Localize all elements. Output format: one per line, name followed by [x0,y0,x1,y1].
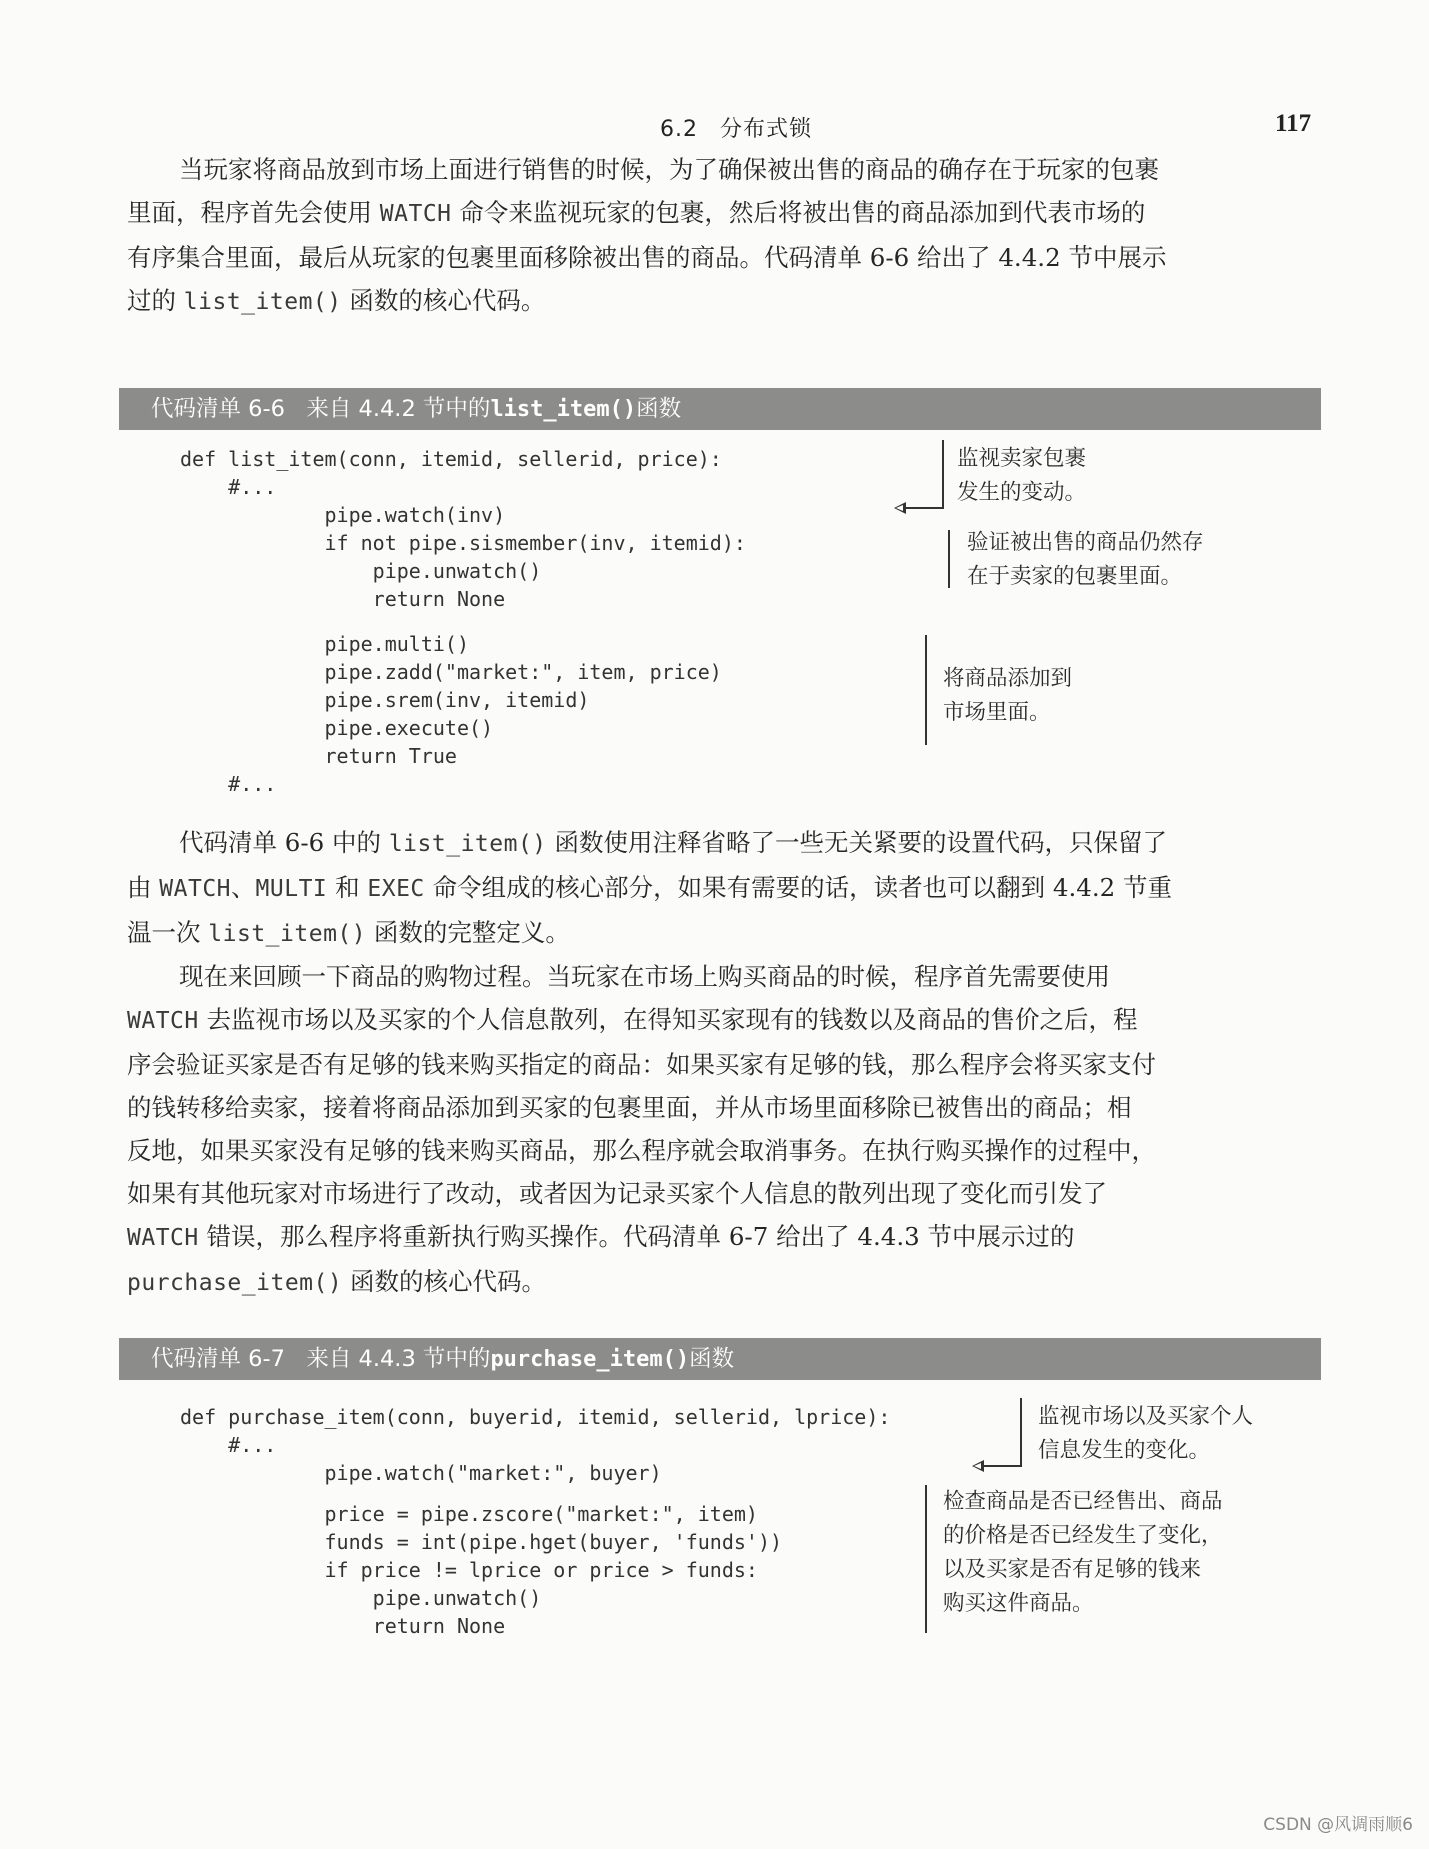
code-block-6-7 [180,1403,890,1487]
code-line: if not pipe.sismember(inv, itemid): [180,531,746,555]
annotation-watch-market: 监视市场以及买家个人 信息发生的变化。 [1038,1404,1254,1463]
code-line: #... [180,475,277,499]
text-line: purchase_item() 函数的核心代码。 [127,1267,547,1296]
annotation-bracket [948,530,950,588]
annotation-connector [905,507,944,509]
code-line: def purchase_item(conn, buyerid, itemid, sellerid, lprice): [180,1405,891,1429]
code-block-6-7-part2 [180,1500,782,1640]
listing-function-name: list_item() [490,397,637,422]
annotation-check-item: 检查商品是否已经售出、商品 的价格是否已经发生了变化， 以及买家是否有足够的钱来 购买这件商品。 [943,1489,1223,1616]
text-line: 里面，程序首先会使用 WATCH 命令来监视玩家的包裹，然后将被出售的商品添加到代表市场的 [127,198,1146,227]
listing-function-name: purchase_item() [490,1347,690,1372]
code-block-6-6-part2 [180,630,722,798]
header-section [660,112,812,143]
code-line: pipe.watch("market:", buyer) [180,1461,662,1485]
code-line: pipe.unwatch() [180,559,542,583]
paragraph-purchase-process [127,955,1317,1305]
annotation-add-to-market: 将商品添加到 市场里面。 [943,666,1073,725]
listing-label: 代码清单 6-7 [151,1346,285,1372]
code-line: pipe.multi() [180,632,469,656]
text-line: 反地，如果买家没有足够的钱来购买商品，那么程序就会取消事务。在执行购买操作的过程中， [127,1136,1156,1165]
text-line: 有序集合里面，最后从玩家的包裹里面移除被出售的商品。代码清单 6-6 给出了 4.4.2 节中展示 [127,243,1167,272]
annotation-bracket [1020,1398,1022,1466]
text-line: 的钱转移给卖家，接着将商品添加到买家的包裹里面，并从市场里面移除已被售出的商品；相 [127,1093,1132,1122]
page-header [0,112,1429,148]
code-line: pipe.zadd("market:", item, price) [180,660,722,684]
page-number: 117 [1275,110,1312,137]
code-block-6-6 [180,445,746,613]
section-title: 分布式锁 [720,117,813,142]
listing-6-6-caption [119,388,1321,430]
listing-suffix: 函数 [689,1346,735,1372]
code-line: return None [180,587,506,611]
annotation-bracket [925,635,927,745]
text-line: WATCH 去监视市场以及买家的个人信息散列，在得知买家现有的钱数以及商品的售价之后，程 [127,1005,1138,1034]
text-line: 如果有其他玩家对市场进行了改动，或者因为记录买家个人信息的散列出现了变化而引发了 [127,1179,1107,1208]
watermark: CSDN @风调雨顺6 [1263,1815,1413,1835]
listing-title: 来自 4.4.2 节中的 [306,396,491,422]
code-line: #... [180,772,277,796]
text-line: 序会验证买家是否有足够的钱来购买指定的商品：如果买家有足够的钱，那么程序会将买家支付 [127,1050,1156,1079]
code-line: price = pipe.zscore("market:", item) [180,1502,758,1526]
code-line: return None [180,1614,506,1638]
code-line: pipe.unwatch() [180,1586,542,1610]
text-line: 当玩家将商品放到市场上面进行销售的时候，为了确保被出售的商品的确存在于玩家的包裹 [179,155,1159,184]
code-line: return True [180,744,457,768]
annotation-bracket [925,1485,927,1633]
annotation-watch-inventory: 监视卖家包裹 发生的变动。 [957,446,1087,505]
code-line: #... [180,1433,277,1457]
text-line: WATCH 错误，那么程序将重新执行购买操作。代码清单 6-7 给出了 4.4.3 节中展示过的 [127,1222,1075,1251]
text-line: 由 WATCH、MULTI 和 EXEC 命令组成的核心部分，如果有需要的话，读者也可以翻到 4.4.2 节重 [127,873,1172,902]
arrow-head-icon [972,1460,984,1472]
text-line: 过的 list_item() 函数的核心代码。 [127,286,546,315]
listing-title: 来自 4.4.3 节中的 [306,1346,491,1372]
code-line: funds = int(pipe.hget(buyer, 'funds')) [180,1530,783,1554]
annotation-connector [983,1465,1022,1467]
paragraph-listing-6-6-note [127,821,1317,956]
listing-6-7-caption [119,1338,1321,1380]
code-line: pipe.srem(inv, itemid) [180,688,590,712]
text-line: 代码清单 6-6 中的 list_item() 函数使用注释省略了一些无关紧要的设置代码，只保留了 [179,828,1167,857]
code-line: def list_item(conn, itemid, sellerid, price): [180,447,722,471]
code-line: pipe.execute() [180,716,494,740]
annotation-verify-item: 验证被出售的商品仍然存 在于卖家的包裹里面。 [967,530,1204,589]
code-line: if price != lprice or price > funds: [180,1558,758,1582]
arrow-head-icon [894,502,906,514]
listing-label: 代码清单 6-6 [151,396,285,422]
paragraph-intro [127,148,1317,324]
listing-suffix: 函数 [636,396,682,422]
section-number: 6.2 [660,117,698,142]
code-line: pipe.watch(inv) [180,503,506,527]
text-line: 现在来回顾一下商品的购物过程。当玩家在市场上购买商品的时候，程序首先需要使用 [179,962,1110,991]
annotation-bracket [942,440,944,508]
text-line: 温一次 list_item() 函数的完整定义。 [127,918,570,947]
